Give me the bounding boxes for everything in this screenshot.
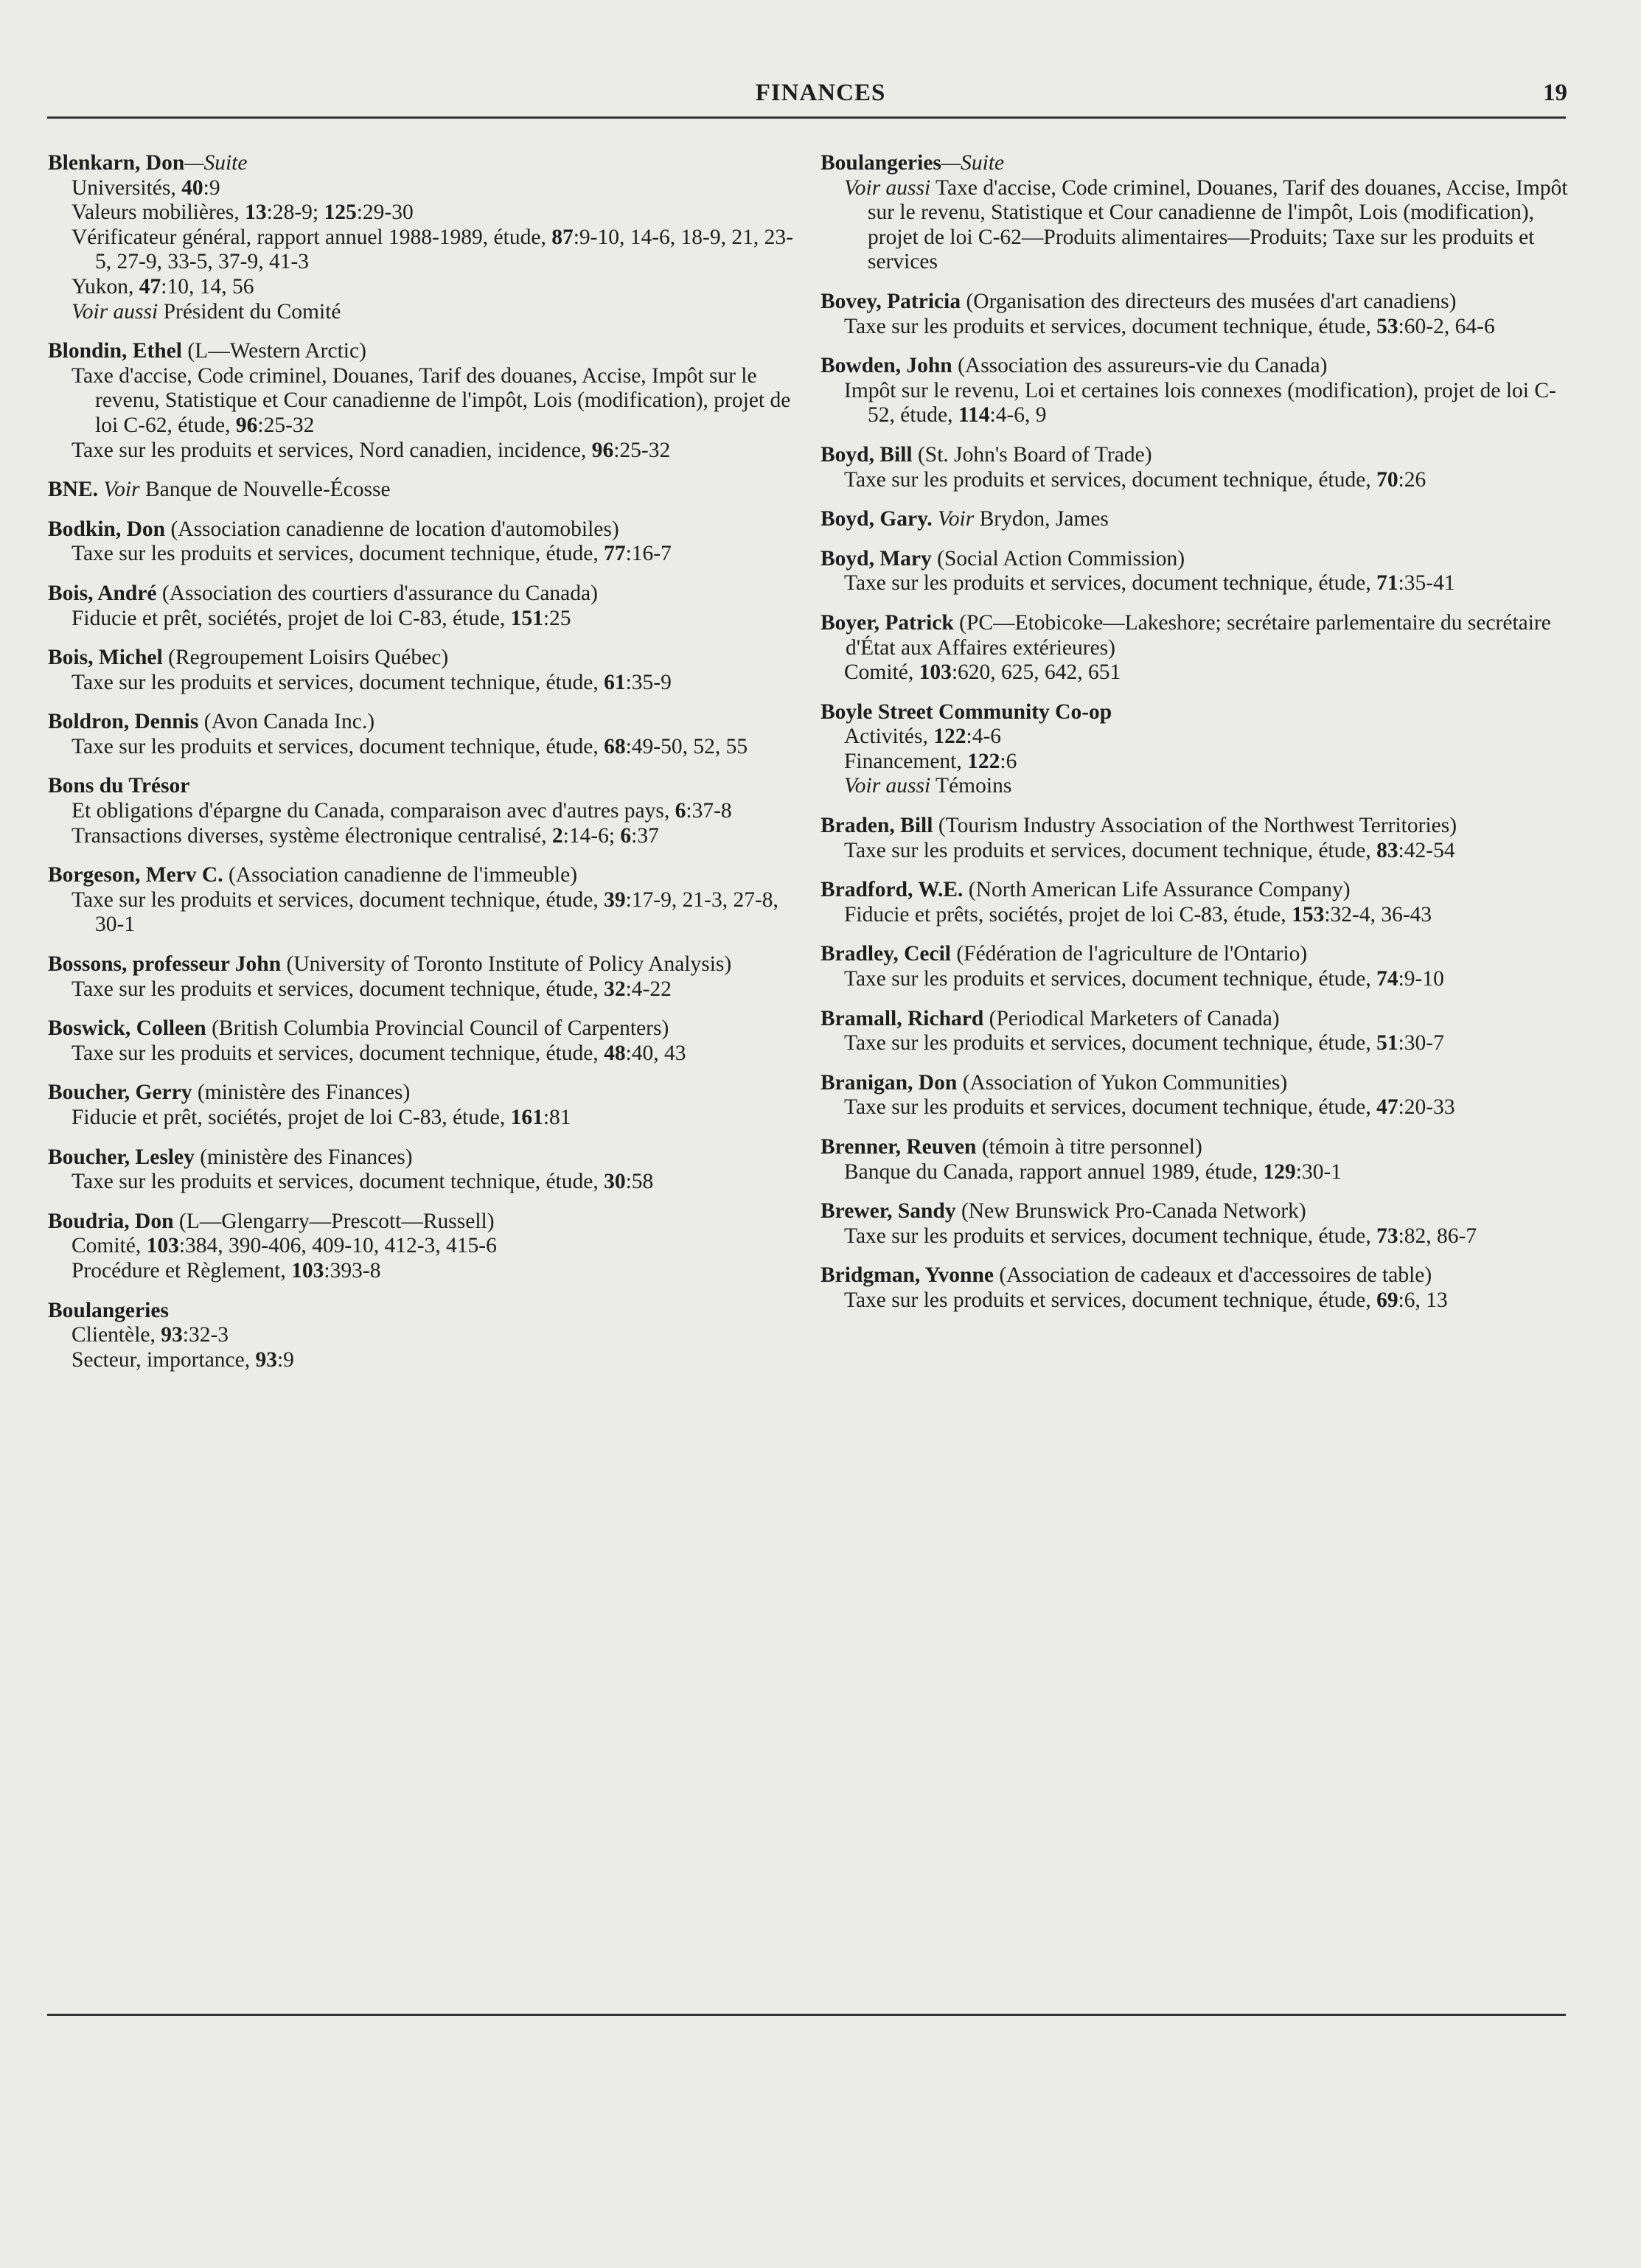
page-references: :49-50, 52, 55 <box>625 734 748 758</box>
entry-name: Boswick, Colleen <box>48 1016 206 1041</box>
subentry <box>820 750 1580 775</box>
subentry <box>820 967 1580 992</box>
subentry <box>820 468 1580 493</box>
footer-rule <box>47 2014 1566 2016</box>
see-also-label: Voir aussi <box>844 175 931 200</box>
subentry <box>48 607 807 632</box>
subentry <box>820 315 1580 340</box>
subentry-text: Financement, <box>844 749 968 773</box>
entry-affiliation: (Association des courtiers d'assurance du Canada) <box>156 581 598 605</box>
entry-name: Bois, André <box>48 581 157 605</box>
entry-heading <box>820 611 1580 660</box>
page-references: :29-30 <box>356 200 414 225</box>
subentry <box>820 176 1580 275</box>
entry-heading <box>820 290 1580 315</box>
entry-name: Braden, Bill <box>820 814 933 838</box>
subentry <box>48 671 807 696</box>
subentry <box>820 1288 1580 1313</box>
index-entry <box>48 339 807 463</box>
page-references: :9 <box>276 1347 294 1372</box>
suite-marker: —Suite <box>184 151 248 175</box>
page-references: :32-4, 36-43 <box>1324 902 1432 927</box>
entry-name: Boucher, Lesley <box>48 1145 195 1169</box>
index-entry <box>48 582 807 631</box>
subentry <box>48 1041 807 1067</box>
entry-affiliation: (New Brunswick Pro-Canada Network) <box>955 1199 1306 1224</box>
subentry-text: Taxe sur les produits et services, document technique, étude, <box>72 734 605 758</box>
subentry <box>48 1323 807 1348</box>
subentry-text: Taxe sur les produits et services, document technique, étude, <box>72 977 605 1001</box>
subentry-text: Activités, <box>844 725 934 749</box>
entry-heading <box>48 1016 807 1041</box>
issue-number: 51 <box>1376 1031 1398 1056</box>
subentry-text: Fiducie et prêt, sociétés, projet de loi C-83, étude, <box>72 1106 511 1129</box>
entry-heading <box>48 952 807 977</box>
page-references: :37 <box>631 823 659 848</box>
index-entry <box>820 507 1580 532</box>
entry-heading <box>48 1145 807 1170</box>
entry-heading <box>48 1210 807 1235</box>
index-entry <box>820 814 1580 863</box>
issue-number: 74 <box>1376 967 1398 991</box>
index-entry <box>48 1081 807 1130</box>
page-references: :58 <box>625 1170 654 1194</box>
index-entry <box>48 1299 807 1373</box>
page-references: :620, 625, 642, 651 <box>951 660 1121 685</box>
subentry <box>48 888 807 938</box>
page-references: :35-9 <box>625 670 672 694</box>
issue-number: 103 <box>919 660 952 685</box>
page-references: :81 <box>543 1106 571 1129</box>
entry-name: Borgeson, Merv C. <box>48 863 223 887</box>
index-entry <box>820 611 1580 685</box>
index-entry <box>820 443 1580 492</box>
see-also-label: Voir aussi <box>844 774 931 798</box>
index-column-right <box>820 151 1580 1328</box>
issue-number: 122 <box>933 725 966 749</box>
entry-name: Bois, Michel <box>48 646 163 670</box>
entry-affiliation: (témoin à titre personnel) <box>976 1135 1202 1159</box>
page-references: :9-10, 14-6, 18-9, 21, 23-5, 27-9, 33-5, 37-9, 41-3 <box>95 225 793 274</box>
subentry-text: Fiducie et prêts, sociétés, projet de loi C-83, étude, <box>844 902 1292 927</box>
issue-number: 39 <box>604 887 626 912</box>
issue-number: 61 <box>604 670 626 694</box>
page-references: :4-22 <box>625 977 672 1001</box>
page-references: :40, 43 <box>625 1041 686 1065</box>
entry-heading <box>820 814 1580 839</box>
entry-name: Brenner, Reuven <box>820 1135 977 1159</box>
entry-name: Brewer, Sandy <box>820 1199 956 1224</box>
subentry <box>820 1031 1580 1056</box>
page-references: :10, 14, 56 <box>161 274 254 299</box>
subentry-text: Procédure et Règlement, <box>72 1258 292 1283</box>
issue-number: 122 <box>967 749 1000 773</box>
index-entry <box>820 942 1580 991</box>
index-entry <box>820 354 1580 428</box>
page-references: :20-33 <box>1398 1095 1455 1120</box>
subentry-text: Taxe sur les produits et services, document technique, étude, <box>844 571 1377 596</box>
page-references: :32-3 <box>182 1323 229 1347</box>
issue-number: 125 <box>324 200 357 225</box>
entry-affiliation: (ministère des Finances) <box>194 1145 413 1169</box>
issue-number: 32 <box>604 977 626 1001</box>
entry-affiliation: (Association des assureurs-vie du Canada) <box>952 354 1328 378</box>
issue-number: 13 <box>245 200 267 225</box>
index-entry <box>820 1199 1580 1249</box>
entry-name: Boldron, Dennis <box>48 710 199 734</box>
entry-name: Bowden, John <box>820 354 952 378</box>
entry-name: Bodkin, Don <box>48 517 166 541</box>
entry-name: Boyd, Bill <box>820 442 913 467</box>
subentry-text: Taxe sur les produits et services, document technique, étude, <box>72 670 605 694</box>
subentry <box>48 226 807 275</box>
page-references: :17-9, 21-3, 27-8, 30-1 <box>95 887 778 937</box>
subentry <box>820 379 1580 428</box>
index-entry <box>820 151 1580 275</box>
entry-name: Bovey, Patricia <box>820 289 961 313</box>
entry-name: Boulangeries <box>48 1298 169 1322</box>
issue-number: 30 <box>604 1170 626 1194</box>
entry-heading <box>48 151 807 176</box>
index-entry <box>48 646 807 695</box>
entry-heading <box>820 354 1580 379</box>
issue-number: 129 <box>1263 1159 1296 1184</box>
entry-affiliation: (L—Glengarry—Prescott—Russell) <box>173 1209 495 1233</box>
entry-heading <box>820 507 1580 532</box>
index-entry <box>48 517 807 567</box>
entry-heading <box>48 517 807 542</box>
index-entry <box>48 478 807 503</box>
entry-heading <box>820 1263 1580 1288</box>
subentry <box>820 774 1580 799</box>
entry-affiliation: (Fédération de l'agriculture de l'Ontario) <box>950 942 1308 966</box>
issue-number: 48 <box>604 1041 626 1065</box>
subentry <box>820 839 1580 864</box>
cross-reference-label: Voir <box>932 507 975 531</box>
entry-name: Blenkarn, Don <box>48 151 185 175</box>
entry-affiliation: (St. John's Board of Trade) <box>912 442 1152 467</box>
running-header-title: FINANCES <box>755 80 886 106</box>
subentry <box>820 1095 1580 1120</box>
page-references: :37-8 <box>686 799 732 823</box>
entry-heading <box>820 1135 1580 1160</box>
index-entry <box>820 290 1580 339</box>
subentry-text: Taxe sur les produits et services, document technique, étude, <box>72 542 605 566</box>
index-entry <box>820 547 1580 596</box>
issue-number: 103 <box>146 1234 179 1258</box>
index-entry <box>820 878 1580 927</box>
cross-reference-label: Voir <box>98 478 140 502</box>
subentry <box>820 725 1580 750</box>
index-entry <box>48 151 807 324</box>
entry-affiliation: (L—Western Arctic) <box>181 339 366 363</box>
entry-name: Bradley, Cecil <box>820 942 951 966</box>
entry-heading <box>820 443 1580 468</box>
entry-heading <box>820 878 1580 903</box>
entry-name: Boyd, Mary <box>820 546 932 571</box>
issue-number: 161 <box>510 1106 543 1129</box>
subentry-text: Taxe sur les produits et services, document technique, étude, <box>844 314 1377 338</box>
entry-heading <box>48 1299 807 1324</box>
entry-name: Bons du Trésor <box>48 774 190 798</box>
page-references: :42-54 <box>1398 838 1455 862</box>
subentry <box>48 1234 807 1259</box>
index-entry <box>48 774 807 848</box>
page-references: :26 <box>1398 467 1426 492</box>
entry-name: Boulangeries <box>820 151 941 175</box>
index-entry <box>48 710 807 759</box>
issue-number: 68 <box>604 734 626 758</box>
subentry <box>820 903 1580 928</box>
issue-number: 6 <box>620 823 632 848</box>
page-references: :9-10 <box>1398 967 1444 991</box>
subentry <box>48 1348 807 1373</box>
subentry-text: Comité, <box>72 1234 147 1258</box>
page-references: :60-2, 64-6 <box>1398 314 1495 338</box>
subentry-text: Taxe sur les produits et services, document technique, étude, <box>844 1031 1377 1056</box>
subentry <box>48 824 807 849</box>
subentry <box>48 275 807 300</box>
entry-affiliation: (Tourism Industry Association of the Northwest Territories) <box>933 814 1457 838</box>
page-references: :384, 390-406, 409-10, 412-3, 415-6 <box>178 1234 497 1258</box>
entry-heading <box>820 700 1580 725</box>
subentry <box>48 364 807 439</box>
entry-affiliation: (University of Toronto Institute of Policy Analysis) <box>281 952 732 977</box>
entry-affiliation: (North American Life Assurance Company) <box>963 878 1351 902</box>
subentry <box>48 439 807 464</box>
entry-affiliation: (Periodical Marketers of Canada) <box>983 1006 1280 1030</box>
entry-name: Boyer, Patrick <box>820 610 954 635</box>
page-references: :25-32 <box>257 413 315 437</box>
index-entry <box>48 952 807 1002</box>
entry-affiliation: (British Columbia Provincial Council of Carpenters) <box>206 1016 669 1041</box>
page-references: :30-7 <box>1398 1031 1444 1056</box>
entry-name: Boyd, Gary. <box>820 507 933 531</box>
subentry-text: Taxe sur les produits et services, document technique, étude, <box>72 887 605 912</box>
page-references: :30-1 <box>1295 1159 1342 1184</box>
subentry <box>48 1259 807 1284</box>
issue-number: 47 <box>139 274 161 299</box>
index-entry <box>820 1135 1580 1184</box>
issue-number: 151 <box>510 606 543 630</box>
subentry-text: Taxe sur les produits et services, document technique, étude, <box>844 838 1377 862</box>
entry-affiliation: (Association de cadeaux et d'accessoires de table) <box>993 1263 1432 1288</box>
issue-number: 87 <box>551 225 574 249</box>
page-references: :4-6 <box>966 725 1002 749</box>
entry-affiliation: (Social Action Commission) <box>931 546 1185 571</box>
subentry-text: Secteur, importance, <box>72 1347 256 1372</box>
subentry <box>48 735 807 760</box>
entry-heading <box>48 863 807 888</box>
subentry <box>48 200 807 226</box>
entry-heading <box>48 1081 807 1106</box>
entry-affiliation: (Organisation des directeurs des musées d'art canadiens) <box>961 289 1457 313</box>
subentry-text: Taxe sur les produits et services, document technique, étude, <box>844 1095 1377 1120</box>
entry-heading <box>820 151 1580 176</box>
issue-number: 73 <box>1376 1224 1398 1248</box>
index-entry <box>820 1071 1580 1120</box>
subentry-text: Valeurs mobilières, <box>72 200 245 225</box>
entry-name: Branigan, Don <box>820 1070 958 1095</box>
index-entry <box>48 863 807 938</box>
issue-number: 93 <box>255 1347 277 1372</box>
entry-name: Boucher, Gerry <box>48 1081 192 1105</box>
page-references: :6 <box>1000 749 1017 773</box>
subentry-text: Universités, <box>72 175 182 200</box>
subentry-text: Président du Comité <box>158 299 341 324</box>
issue-number: 53 <box>1376 314 1398 338</box>
subentry-text: Yukon, <box>72 274 139 299</box>
page-references: :25-32 <box>613 438 671 462</box>
subentry-text: Taxe sur les produits et services, document technique, étude, <box>844 1224 1377 1248</box>
entry-affiliation: (Association canadienne de l'immeuble) <box>223 863 578 887</box>
subentry <box>48 977 807 1002</box>
entry-affiliation: (Association of Yukon Communities) <box>957 1070 1288 1095</box>
entry-heading <box>820 1007 1580 1032</box>
subentry <box>48 300 807 325</box>
issue-number: 70 <box>1376 467 1398 492</box>
entry-name: Blondin, Ethel <box>48 339 182 363</box>
subentry-text: Taxe sur les produits et services, document technique, étude, <box>844 1288 1377 1312</box>
entry-name: Bridgman, Yvonne <box>820 1263 994 1288</box>
subentry <box>48 176 807 201</box>
entry-heading <box>820 1199 1580 1224</box>
header-rule <box>47 116 1566 119</box>
entry-name: Bossons, professeur John <box>48 952 282 977</box>
entry-affiliation: (Association canadienne de location d'automobiles) <box>165 517 619 541</box>
subentry-text: Témoins <box>930 774 1012 798</box>
subentry-text: Comité, <box>844 660 919 685</box>
page-number: 19 <box>1543 80 1567 106</box>
subentry <box>48 542 807 567</box>
subentry <box>820 571 1580 596</box>
page-references: :14-6; <box>562 823 621 848</box>
entry-heading <box>48 646 807 671</box>
see-also-label: Voir aussi <box>72 299 158 324</box>
page-references: :35-41 <box>1398 571 1455 596</box>
subentry-text: Et obligations d'épargne du Canada, comparaison avec d'autres pays, <box>72 799 675 823</box>
entry-affiliation: (Avon Canada Inc.) <box>198 710 375 734</box>
index-entry <box>820 700 1580 799</box>
page-references: :28-9; <box>266 200 324 225</box>
subentry-text: Taxe sur les produits et services, document technique, étude, <box>844 467 1377 492</box>
entry-heading <box>820 942 1580 967</box>
entry-affiliation: (ministère des Finances) <box>192 1081 411 1105</box>
subentry-text: Vérificateur général, rapport annuel 1988-1989, étude, <box>72 225 552 249</box>
issue-number: 71 <box>1376 571 1398 596</box>
subentry-text: Taxe sur les produits et services, Nord canadien, incidence, <box>72 438 592 462</box>
subentry-text: Taxe sur les produits et services, document technique, étude, <box>844 967 1377 991</box>
issue-number: 40 <box>181 175 203 200</box>
issue-number: 114 <box>958 403 990 428</box>
issue-number: 6 <box>675 799 686 823</box>
index-column-left <box>48 151 807 1387</box>
issue-number: 103 <box>291 1258 324 1283</box>
issue-number: 96 <box>591 438 614 462</box>
index-entry <box>820 1007 1580 1056</box>
subentry-text: Taxe d'accise, Code criminel, Douanes, Tarif des douanes, Accise, Impôt sur le revenu, Statistique et Cour canadienne de l'impôt, Lois (modification), projet de loi C-62—Produits alimentaires—Produits; Taxe sur les produits et services <box>868 175 1568 274</box>
suite-marker: —Suite <box>941 151 1005 175</box>
subentry <box>48 1170 807 1195</box>
subentry <box>820 660 1580 685</box>
entry-heading <box>48 478 807 503</box>
subentry <box>820 1160 1580 1185</box>
issue-number: 2 <box>551 823 563 848</box>
subentry-text: Clientèle, <box>72 1323 161 1347</box>
entry-heading <box>48 710 807 735</box>
entry-heading <box>48 339 807 364</box>
subentry-text: Taxe d'accise, Code criminel, Douanes, Tarif des douanes, Accise, Impôt sur le revenu, Statistique et Cour canadienne de l'impôt, Lois (modification), projet de loi C-62, étude, <box>72 363 791 437</box>
page-references: :9 <box>203 175 220 200</box>
entry-affiliation: Banque de Nouvelle-Écosse <box>139 478 391 502</box>
index-entry <box>48 1210 807 1284</box>
entry-name: Boudria, Don <box>48 1209 174 1233</box>
subentry <box>48 1106 807 1131</box>
index-entry <box>48 1145 807 1195</box>
subentry-text: Impôt sur le revenu, Loi et certaines lois connexes (modification), projet de loi C-52, étude, <box>844 378 1556 428</box>
issue-number: 69 <box>1376 1288 1398 1312</box>
entry-heading <box>820 547 1580 572</box>
entry-affiliation: (Regroupement Loisirs Québec) <box>162 646 449 670</box>
page-references: :82, 86-7 <box>1398 1224 1477 1248</box>
entry-affiliation: Brydon, James <box>974 507 1109 531</box>
subentry-text: Taxe sur les produits et services, document technique, étude, <box>72 1170 605 1194</box>
page-references: :393-8 <box>324 1258 381 1283</box>
index-entry <box>820 1263 1580 1313</box>
subentry-text: Taxe sur les produits et services, document technique, étude, <box>72 1041 605 1065</box>
entry-name: Boyle Street Community Co-op <box>820 699 1112 724</box>
page-references: :16-7 <box>625 542 672 566</box>
issue-number: 83 <box>1376 838 1398 862</box>
subentry-text: Transactions diverses, système électronique centralisé, <box>72 823 552 848</box>
issue-number: 96 <box>235 413 258 437</box>
entry-name: BNE. <box>48 478 99 502</box>
entry-name: Bramall, Richard <box>820 1006 984 1030</box>
entry-name: Bradford, W.E. <box>820 878 964 902</box>
page-references: :6, 13 <box>1398 1288 1448 1312</box>
issue-number: 77 <box>604 542 626 566</box>
page-references: :25 <box>543 606 571 630</box>
entry-heading <box>48 582 807 607</box>
subentry <box>820 1224 1580 1249</box>
subentry-text: Banque du Canada, rapport annuel 1989, étude, <box>844 1159 1264 1184</box>
entry-heading <box>48 774 807 799</box>
issue-number: 47 <box>1376 1095 1398 1120</box>
entry-heading <box>820 1071 1580 1096</box>
page-references: :4-6, 9 <box>989 403 1047 428</box>
entry-affiliation: (PC—Etobicoke—Lakeshore; secrétaire parlementaire du secrétaire d'État aux Affaires extérieures) <box>846 610 1551 660</box>
subentry-text: Fiducie et prêt, sociétés, projet de loi C-83, étude, <box>72 606 511 630</box>
issue-number: 153 <box>1292 902 1325 927</box>
index-entry <box>48 1016 807 1066</box>
subentry <box>48 799 807 824</box>
issue-number: 93 <box>161 1323 183 1347</box>
